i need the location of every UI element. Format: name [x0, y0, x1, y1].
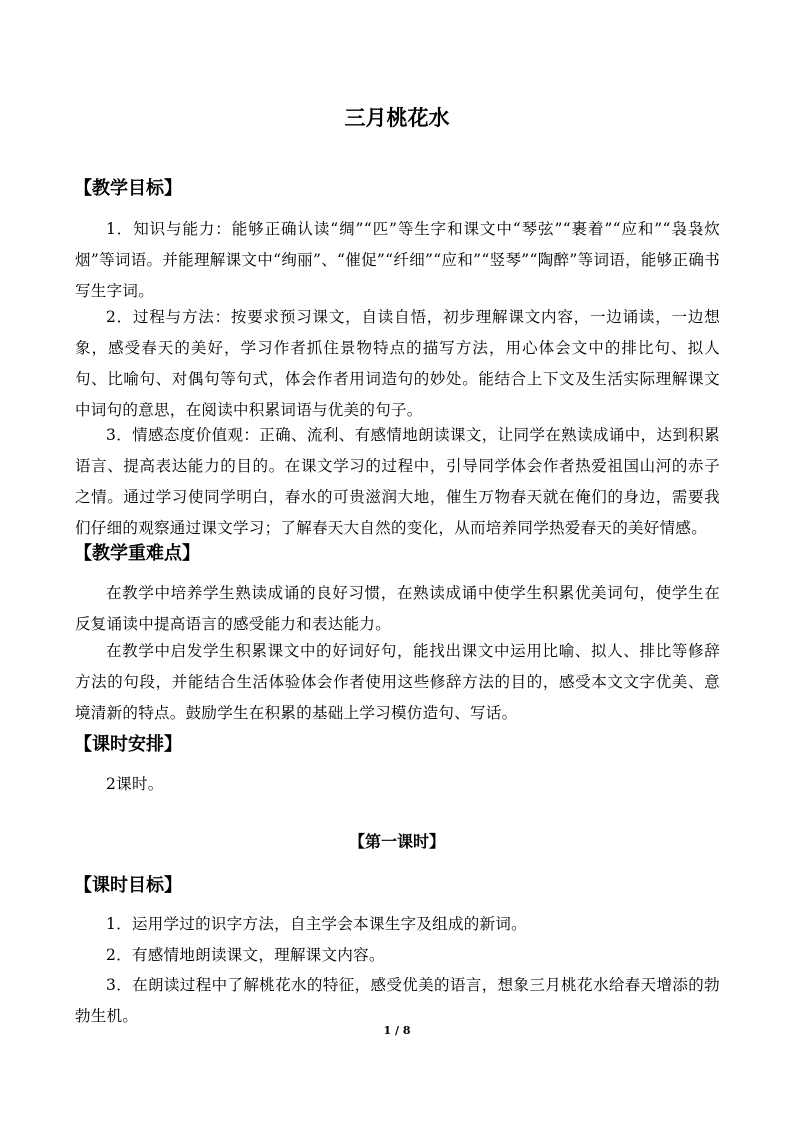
lesson-objectives-paragraph-2: 2．有感情地朗读课文，理解课文内容。 — [106, 946, 385, 964]
section-heading-objectives: 【教学目标】 — [74, 178, 182, 199]
section-heading-key-points: 【教学重难点】 — [74, 543, 200, 564]
section-heading-schedule: 【课时安排】 — [74, 734, 182, 755]
key-points-paragraph-2: 在教学中启发学生积累课文中的好词好句，能找出课文中运用比喻、拟人、排比等修辞方法的句段，并能结合生活体验体会作者使用这些修辞方法的目的，感受本文文字优美、意境清新的特点。鼓励学生在积累的基础上学习模仿造句、写话。 — [75, 642, 720, 722]
section-heading-lesson-objectives: 【课时目标】 — [74, 875, 182, 896]
key-points-paragraph-1: 在教学中培养学生熟读成诵的良好习惯，在熟读成诵中使学生积累优美词句，使学生在反复诵读中提高语言的感受能力和表达能力。 — [75, 584, 720, 633]
section-heading-lesson-1: 【第一课时】 — [348, 832, 445, 851]
schedule-paragraph: 2课时。 — [106, 775, 164, 793]
objectives-paragraph-1: 1．知识与能力：能够正确认读“绸”“匹”等生字和课文中“琴弦”“裹着”“应和”“袅袅炊烟”等词语。并能理解课文中“绚丽”、“催促”“纤细”“应和”“竖琴”“陶醉”等词语，能够正确书写生字词。 — [75, 220, 720, 300]
document-title: 三月桃花水 — [344, 106, 450, 130]
page-number: 1 / 8 — [383, 1024, 411, 1037]
lesson-objectives-paragraph-3: 3．在朗读过程中了解桃花水的特征，感受优美的语言，想象三月桃花水给春天增添的勃勃生机。 — [75, 976, 720, 1025]
objectives-paragraph-2: 2．过程与方法：按要求预习课文，自读自悟，初步理解课文内容，一边诵读，一边想象，感受春天的美好，学习作者抓住景物特点的描写方法，用心体会文中的排比句、拟人句、比喻句、对偶句等句式，体会作者用词造句的妙处。能结合上下文及生活实际理解课文中词句的意思，在阅读中积累词语与优美的句子。 — [75, 308, 720, 419]
lesson-objectives-paragraph-1: 1．运用学过的识字方法，自主学会本课生字及组成的新词。 — [106, 915, 527, 933]
objectives-paragraph-3: 3．情感态度价值观：正确、流利、有感情地朗读课文，让同学在熟读成诵中，达到积累语言、提高表达能力的目的。在课文学习的过程中，引导同学体会作者热爱祖国山河的赤子之情。通过学习使同学明白，春水的可贵滋润大地，催生万物春天就在俺们的身边，需要我们仔细的观察通过课文学习；了解春天大自然的变化，从而培养同学热爱春天的美好情感。 — [75, 426, 720, 537]
